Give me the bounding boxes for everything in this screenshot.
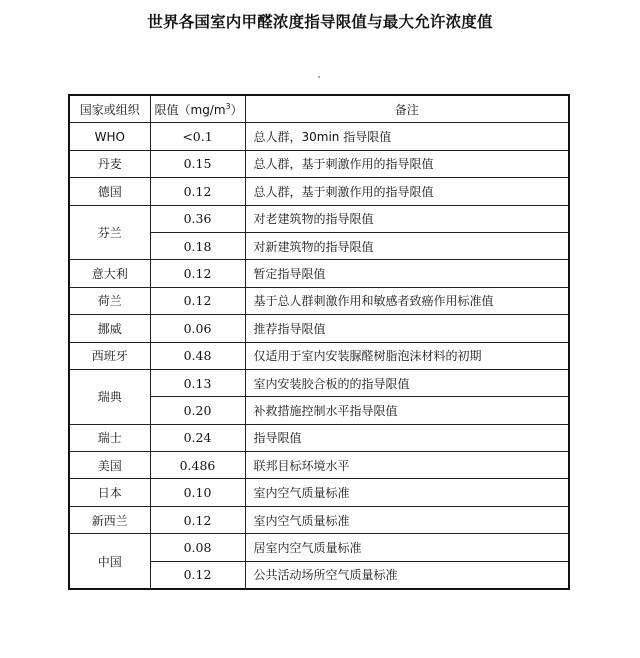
cell-country: 意大利 xyxy=(69,260,150,287)
table-row xyxy=(69,287,569,314)
cell-note: 推荐指导限值 xyxy=(245,315,569,342)
table-row xyxy=(69,369,569,396)
cell-country: WHO xyxy=(69,123,150,150)
cell-note: 基于总人群刺激作用和敏感者致癌作用标准值 xyxy=(245,287,569,314)
header-limit xyxy=(150,95,245,123)
cell-limit: 0.36 xyxy=(150,205,245,232)
table-row xyxy=(69,315,569,342)
cell-note: 总人群，30min 指导限值 xyxy=(245,123,569,150)
table-row xyxy=(69,260,569,287)
cell-country: 日本 xyxy=(69,479,150,506)
cell-country: 挪威 xyxy=(69,315,150,342)
header-note: 备注 xyxy=(245,95,569,123)
header-country: 国家或组织 xyxy=(69,95,150,123)
cell-limit: 0.12 xyxy=(150,506,245,533)
table-header-row xyxy=(69,95,569,123)
cell-country: 瑞典 xyxy=(69,369,150,424)
table-row xyxy=(69,178,569,205)
cell-note: 公共活动场所空气质量标准 xyxy=(245,561,569,589)
header-limit-suffix: ） xyxy=(230,102,243,117)
cell-country: 中国 xyxy=(69,534,150,589)
table-row xyxy=(69,205,569,232)
cell-note: 总人群，基于刺激作用的指导限值 xyxy=(245,150,569,177)
cell-country: 芬兰 xyxy=(69,205,150,260)
cell-limit: 0.486 xyxy=(150,452,245,479)
cell-limit: 0.48 xyxy=(150,342,245,369)
cell-limit: 0.10 xyxy=(150,479,245,506)
cell-limit: 0.20 xyxy=(150,397,245,424)
table-row xyxy=(69,424,569,451)
cell-country: 德国 xyxy=(69,178,150,205)
cell-note: 暂定指导限值 xyxy=(245,260,569,287)
cell-limit: <0.1 xyxy=(150,123,245,150)
cell-limit: 0.06 xyxy=(150,315,245,342)
document-title: 世界各国室内甲醛浓度指导限值与最大允许浓度值 xyxy=(147,13,493,31)
header-limit-prefix: 限值（mg/m xyxy=(154,102,226,117)
cell-note: 总人群，基于刺激作用的指导限值 xyxy=(245,178,569,205)
cell-note: 室内空气质量标准 xyxy=(245,479,569,506)
table-row xyxy=(69,452,569,479)
cell-limit: 0.12 xyxy=(150,287,245,314)
cell-limit: 0.12 xyxy=(150,561,245,589)
formaldehyde-limits-table xyxy=(68,94,570,590)
cell-country: 丹麦 xyxy=(69,150,150,177)
cell-limit: 0.12 xyxy=(150,260,245,287)
cell-note: 仅适用于室内安装脲醛树脂泡沫材料的初期 xyxy=(245,342,569,369)
cell-country: 瑞士 xyxy=(69,424,150,451)
scan-speck xyxy=(318,76,320,78)
cell-limit: 0.12 xyxy=(150,178,245,205)
cell-limit: 0.18 xyxy=(150,232,245,259)
cell-limit: 0.24 xyxy=(150,424,245,451)
cell-limit: 0.08 xyxy=(150,534,245,561)
table-row xyxy=(69,123,569,150)
cell-note: 指导限值 xyxy=(245,424,569,451)
cell-country: 美国 xyxy=(69,452,150,479)
cell-note: 对新建筑物的指导限值 xyxy=(245,232,569,259)
cell-country: 新西兰 xyxy=(69,506,150,533)
cell-note: 居室内空气质量标准 xyxy=(245,534,569,561)
cell-country: 西班牙 xyxy=(69,342,150,369)
table-row xyxy=(69,150,569,177)
cell-note: 室内安装胶合板的的指导限值 xyxy=(245,369,569,396)
table-row xyxy=(69,534,569,561)
table-row xyxy=(69,479,569,506)
cell-country: 荷兰 xyxy=(69,287,150,314)
table-row xyxy=(69,506,569,533)
cell-note: 室内空气质量标准 xyxy=(245,506,569,533)
table-body xyxy=(69,123,569,589)
cell-note: 对老建筑物的指导限值 xyxy=(245,205,569,232)
cell-limit: 0.15 xyxy=(150,150,245,177)
header-limit-sup: 3 xyxy=(225,101,231,111)
table-row xyxy=(69,342,569,369)
cell-note: 联邦目标环境水平 xyxy=(245,452,569,479)
cell-limit: 0.13 xyxy=(150,369,245,396)
cell-note: 补救措施控制水平指导限值 xyxy=(245,397,569,424)
